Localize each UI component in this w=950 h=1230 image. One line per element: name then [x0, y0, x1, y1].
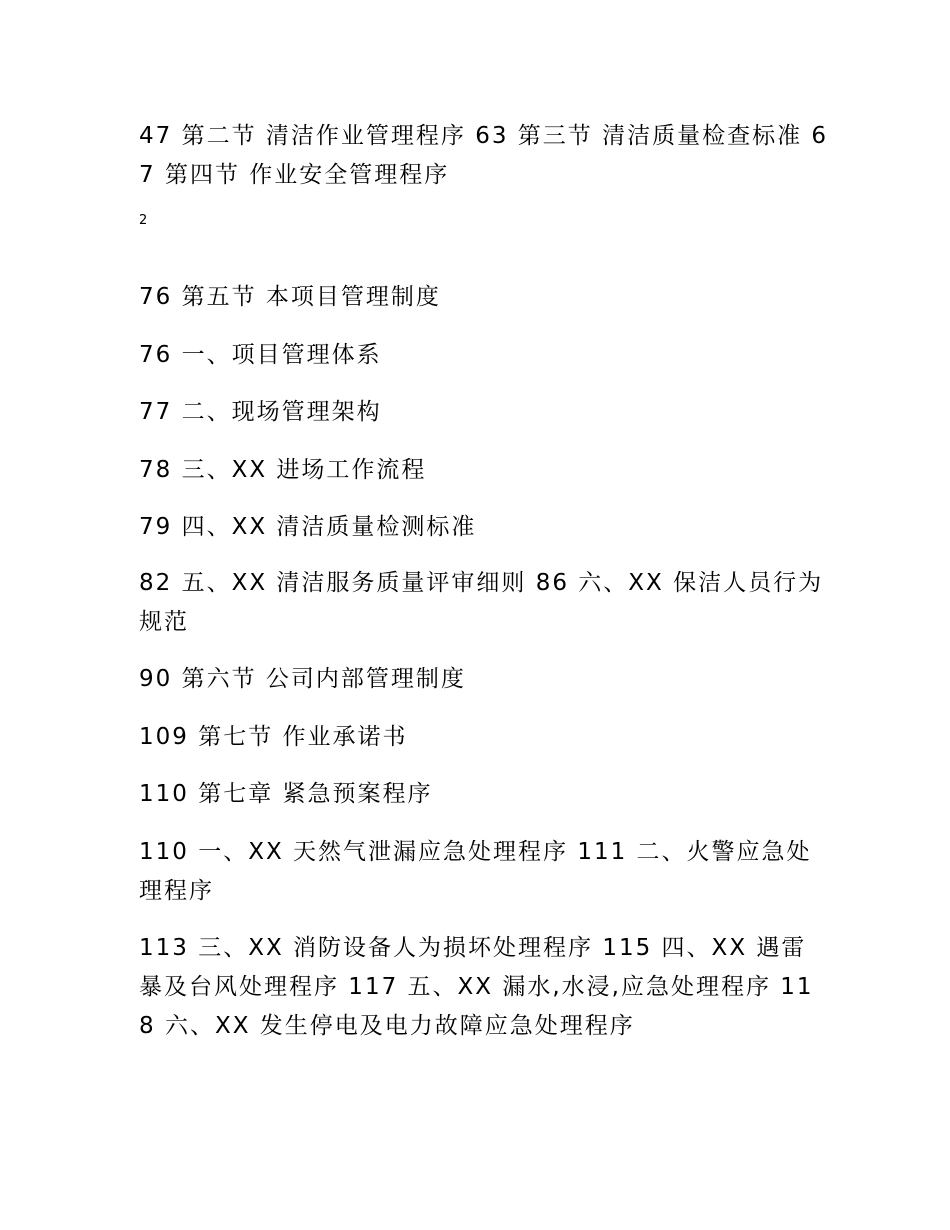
toc-entry: 109 第七节 作业承诺书 [139, 724, 408, 750]
toc-entry: 113 三、XX 消防设备人为损坏处理程序 115 四、XX 遇雷暴及台风处理程序 117 五、XX 漏水,水浸,应急处理程序 118 六、XX 发生停电及电力故障应急处理程序 [139, 935, 814, 1039]
toc-entry: 110 一、XX 天然气泄漏应急处理程序 111 二、火警应急处理程序 [139, 839, 812, 904]
page-number: 2 [139, 213, 148, 228]
toc-entry: 47 第二节 清洁作业管理程序 63 第三节 清洁质量检查标准 67 第四节 作业安全管理程序 [139, 123, 829, 188]
toc-entry: 77 二、现场管理架构 [139, 399, 382, 425]
toc-entry: 82 五、XX 清洁服务质量评审细则 86 六、XX 保洁人员行为规范 [139, 570, 824, 635]
toc-entry: 78 三、XX 进场工作流程 [139, 457, 427, 483]
toc-entry: 79 四、XX 清洁质量检测标准 [139, 514, 477, 540]
toc-entry: 110 第七章 紧急预案程序 [139, 781, 433, 807]
toc-entry: 76 第五节 本项目管理制度 [139, 284, 441, 310]
toc-entry: 76 一、项目管理体系 [139, 342, 382, 368]
toc-entry: 90 第六节 公司内部管理制度 [139, 666, 466, 692]
